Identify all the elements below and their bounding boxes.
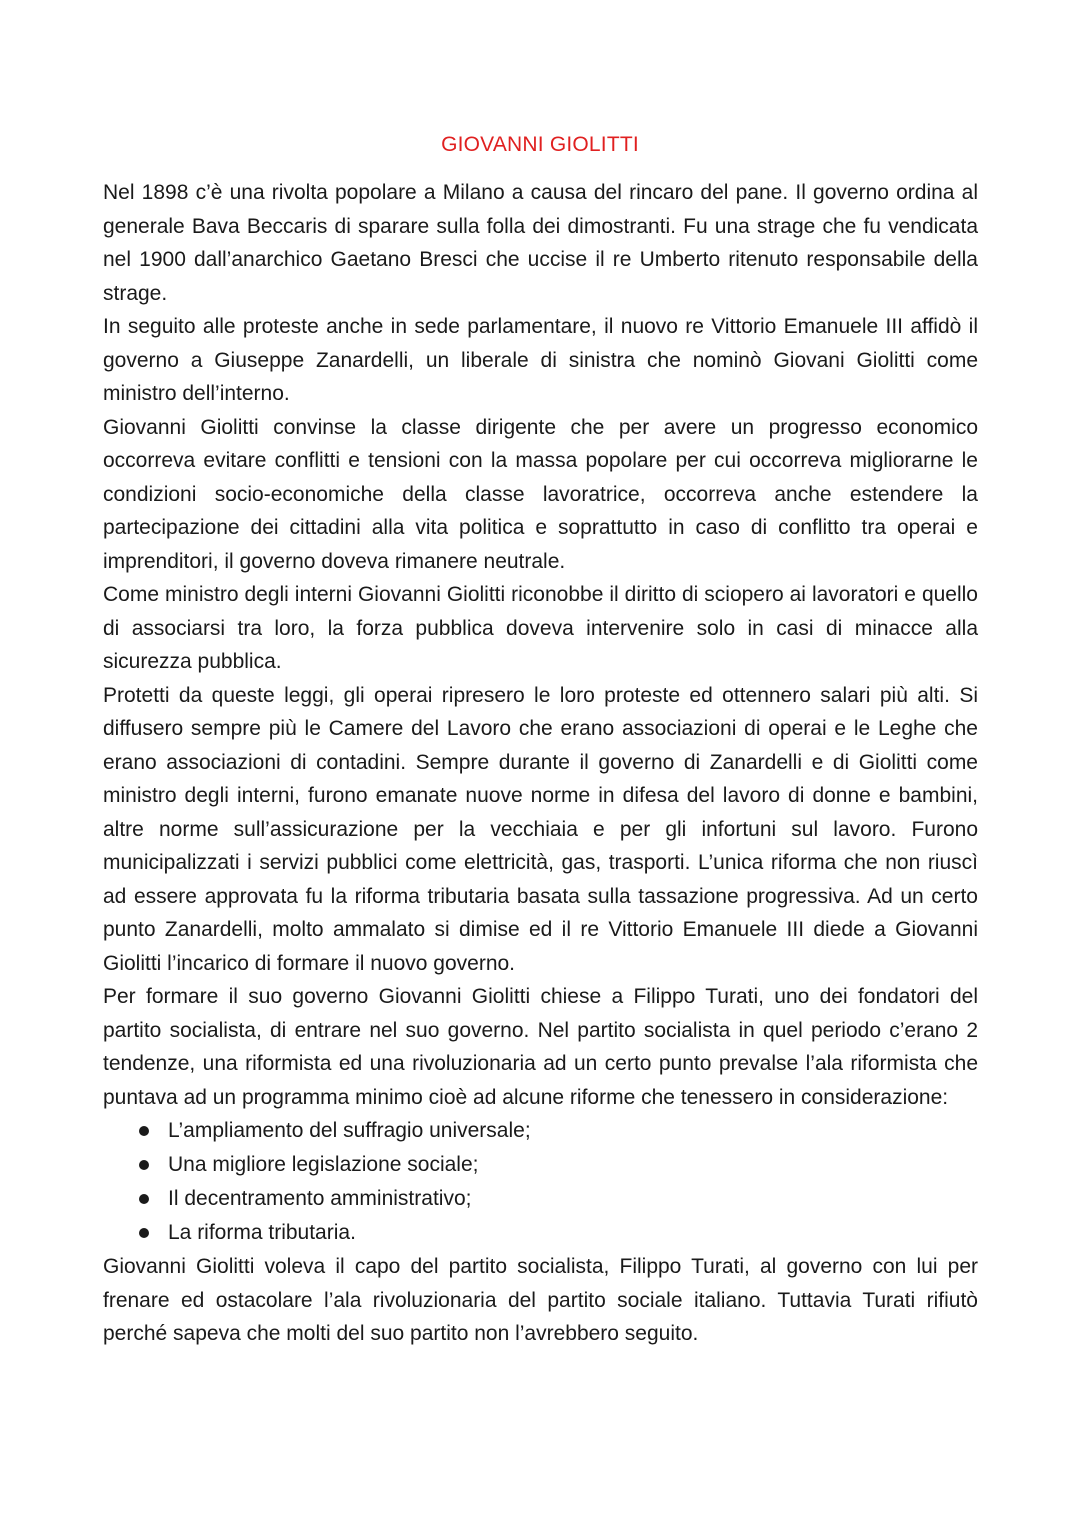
list-item bbox=[135, 1182, 978, 1216]
paragraph-giolitti-program: Giovanni Giolitti convinse la classe dirigente che per avere un progresso economico occorreva evitare conflitti e tensioni con la massa popolare per cui occorreva migliorarne le condizioni socio-economiche della classe lavoratrice, occorreva anche estendere la partecipazione dei cittadini alla vita politica e soprattutto in caso di conflitto tra operai e imprenditori, il governo doveva rimanere neutrale. bbox=[103, 415, 978, 573]
reform-list bbox=[103, 1114, 978, 1250]
paragraph-workers-reforms: Protetti da queste leggi, gli operai ripresero le loro proteste ed ottennero salari più alti. Si diffusero sempre più le Camere del Lavoro che erano associazioni di operai e le Leghe che erano associazioni di contadini. Sempre durante il governo di Zanardelli e di Giolitti come ministro degli interni, furono emanate nuove norme in difesa del lavoro di donne e bambini, altre norme sull’assicurazione per la vecchiaia e per gli infortuni sul lavoro. Furono municipalizzati i servizi pubblici come elettricità, gas, trasporti. L’unica riforma che non riuscì ad essere approvata fu la riforma tributaria basata sulla tassazione progressiva. Ad un certo punto Zanardelli, molto ammalato si dimise ed il re Vittorio Emanuele III diede a Giovanni Giolitti l’incarico di formare il nuovo governo. bbox=[103, 683, 978, 975]
document-title: GIOVANNI GIOLITTI bbox=[441, 133, 639, 156]
list-item-text: La riforma tributaria. bbox=[168, 1221, 356, 1244]
document-body bbox=[103, 176, 978, 1351]
paragraph-strike-right: Come ministro degli interni Giovanni Giolitti riconobbe il diritto di sciopero ai lavoratori e quello di associarsi tra loro, la forza pubblica doveva intervenire solo in casi di minacce alla sicurezza pubblica. bbox=[103, 583, 978, 673]
bullet-icon bbox=[139, 1228, 149, 1238]
paragraph-turati-invitation: Per formare il suo governo Giovanni Giolitti chiese a Filippo Turati, uno dei fondatori del partito socialista, di entrare nel suo governo. Nel partito socialista in quel periodo c’erano 2 tendenze, una riformista ed una rivoluzionaria ad un certo punto prevalse l’ala riformista che puntava ad un programma minimo cioè ad alcune riforme che tenessero in considerazione: bbox=[103, 985, 978, 1109]
list-item-text: L’ampliamento del suffragio universale; bbox=[168, 1119, 531, 1142]
list-item-text: Una migliore legislazione sociale; bbox=[168, 1153, 479, 1176]
bullet-icon bbox=[139, 1194, 149, 1204]
list-item bbox=[135, 1216, 978, 1250]
list-item bbox=[135, 1148, 978, 1182]
bullet-icon bbox=[139, 1126, 149, 1136]
paragraph-turati-refusal: Giovanni Giolitti voleva il capo del partito socialista, Filippo Turati, al governo con lui per frenare ed ostacolare l’ala rivoluzionaria del partito sociale italiano. Tuttavia Turati rifiutò perché sapeva che molti del suo partito non l’avrebbero seguito. bbox=[103, 1255, 978, 1345]
bullet-icon bbox=[139, 1160, 149, 1170]
list-item-text: Il decentramento amministrativo; bbox=[168, 1187, 472, 1210]
paragraph-milan-revolt: Nel 1898 c’è una rivolta popolare a Milano a causa del rincaro del pane. Il governo ordina al generale Bava Beccaris di sparare sulla folla dei dimostranti. Fu una strage che fu vendicata nel 1900 dall’anarchico Gaetano Bresci che uccise il re Umberto ritenuto responsabile della strage. bbox=[103, 181, 978, 305]
list-item bbox=[135, 1114, 978, 1148]
paragraph-zanardelli-government: In seguito alle proteste anche in sede parlamentare, il nuovo re Vittorio Emanuele III affidò il governo a Giuseppe Zanardelli, un liberale di sinistra che nominò Giovani Giolitti come ministro dell’interno. bbox=[103, 315, 978, 405]
